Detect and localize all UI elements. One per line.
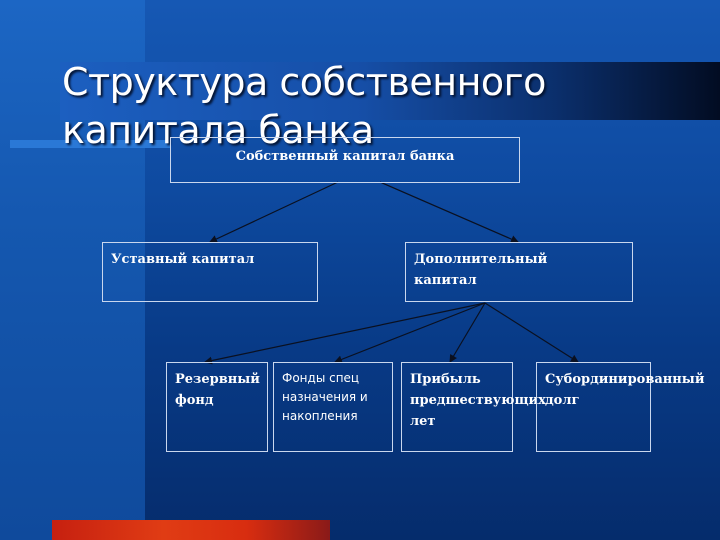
- node-equity-capital-label: Собственный капитал банка: [235, 149, 455, 164]
- node-special-funds-label: Фонды спец назначения и накопления: [282, 371, 368, 423]
- node-retained-profit-label: Прибыль предшествующих лет: [410, 372, 546, 429]
- connector-additional-to-profit: [450, 303, 485, 362]
- connector-additional-to-funds: [335, 303, 485, 362]
- node-charter-capital-label: Уставный капитал: [111, 252, 255, 267]
- node-special-funds: [273, 362, 393, 452]
- node-retained-profit: [401, 362, 546, 452]
- node-equity-capital: [170, 137, 520, 183]
- node-additional-capital: [405, 242, 633, 302]
- node-charter-capital: [102, 242, 318, 302]
- connector-root-to-additional: [380, 182, 518, 242]
- node-additional-capital-label: Дополнительный капитал: [414, 252, 548, 288]
- node-subordinated-debt: [536, 362, 705, 452]
- connector-root-to-charter: [210, 182, 338, 242]
- node-reserve-fund: [166, 362, 268, 452]
- node-subordinated-debt-label: Субординированный долг: [545, 372, 705, 408]
- connector-additional-to-debt: [485, 303, 578, 362]
- connector-additional-to-reserve: [205, 303, 485, 362]
- node-reserve-fund-label: Резервный фонд: [175, 372, 260, 408]
- slide-title: Структура собственного капитала банка: [62, 60, 546, 152]
